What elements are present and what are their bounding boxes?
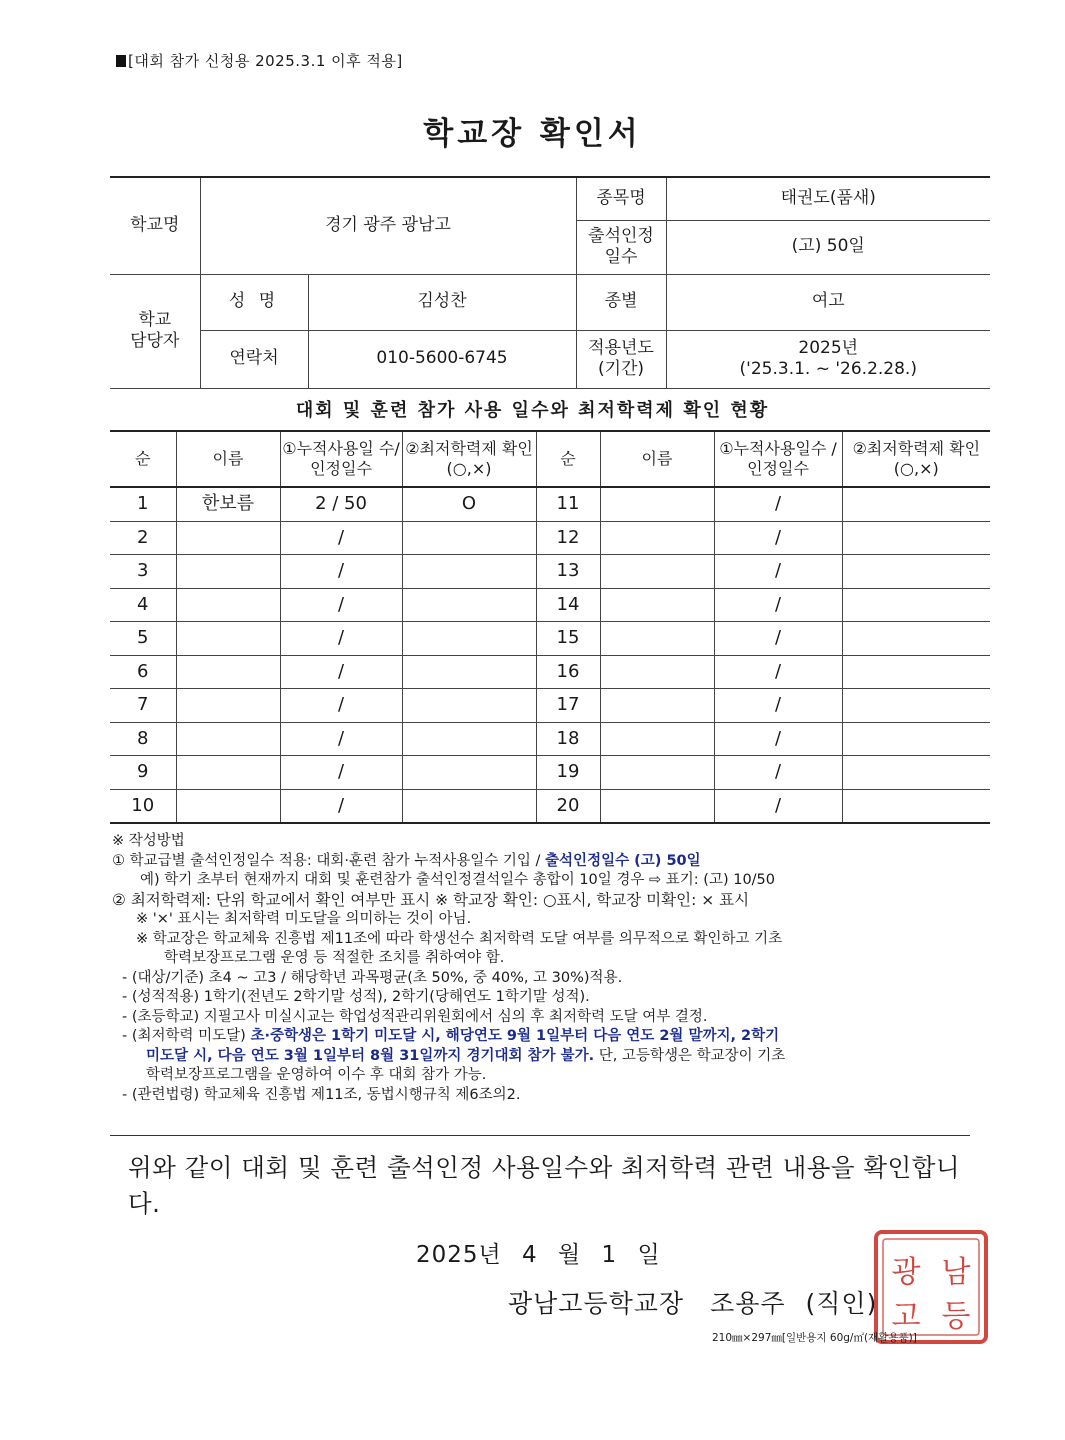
row-name	[176, 655, 280, 689]
row-days: /	[280, 521, 402, 555]
detail-4-cont: 미도달 시, 다음 연도 3월 1일부터 8월 31일까지 경기대회 참가 불가. 단, 고등학생은 학교장이 기초	[146, 1047, 786, 1064]
row-days: /	[280, 789, 402, 823]
note-2-b1: ※ 학교장은 학교체육 진흥법 제11조에 따라 학생선수 최저학력 도달 여부를 의무적으로 확인하고 기초	[136, 930, 783, 947]
table-row	[110, 521, 990, 555]
row-check-2	[842, 622, 990, 656]
school-label: 학교명	[110, 177, 200, 274]
row-days: /	[280, 588, 402, 622]
header-seq-2: 순	[536, 431, 600, 487]
row-days: /	[280, 555, 402, 589]
table-row	[110, 789, 990, 823]
row-days-2: /	[714, 622, 842, 656]
row-days: 2 / 50	[280, 487, 402, 521]
row-name-2	[600, 655, 714, 689]
row-days-2: /	[714, 655, 842, 689]
row-check-2	[842, 521, 990, 555]
table-row	[110, 689, 990, 723]
header-name: 이름	[176, 431, 280, 487]
table-row	[110, 622, 990, 656]
paper-spec-footer: 210㎜×297㎜[일반용지 60g/㎡(재활용품)]	[712, 1332, 917, 1344]
row-name	[176, 588, 280, 622]
row-name-2	[600, 756, 714, 790]
row-days-2: /	[714, 756, 842, 790]
row-seq-2: 17	[536, 689, 600, 723]
svg-text:고: 고	[891, 1299, 921, 1334]
row-seq-2: 19	[536, 756, 600, 790]
table-body	[110, 487, 990, 823]
header-check: ②최저학력제 확인(○,×)	[402, 431, 536, 487]
row-name-2	[600, 622, 714, 656]
contact-label: 연락처	[200, 330, 308, 388]
detail-2: - (성적적용) 1학기(전년도 2학기말 성적), 2학기(당해연도 1학기말 성적).	[122, 989, 590, 1005]
row-name	[176, 622, 280, 656]
document-title: 학교장 확인서	[423, 116, 642, 152]
row-seq: 1	[110, 487, 176, 521]
attend-label: 출석인정 일수	[576, 220, 666, 274]
row-seq-2: 13	[536, 555, 600, 589]
issue-date: 2025년 4 월 1 일	[416, 1242, 661, 1268]
svg-text:광: 광	[891, 1255, 921, 1290]
row-name	[176, 756, 280, 790]
row-check-2	[842, 789, 990, 823]
attend-value: (고) 50일	[666, 220, 990, 274]
row-name	[176, 521, 280, 555]
participation-table	[110, 430, 990, 824]
row-seq: 3	[110, 555, 176, 589]
row-seq: 5	[110, 622, 176, 656]
year-period: ('25.3.1. ~ '26.2.28.)	[739, 359, 917, 379]
name-label: 성 명	[200, 274, 308, 330]
row-days: /	[280, 689, 402, 723]
row-name-2	[600, 789, 714, 823]
year-value	[666, 330, 990, 388]
row-seq: 10	[110, 789, 176, 823]
row-check	[402, 555, 536, 589]
row-check-2	[842, 655, 990, 689]
name-value: 김성찬	[308, 274, 576, 330]
gender-value: 여고	[666, 274, 990, 330]
row-name-2	[600, 487, 714, 521]
note-2-a: ※ '×' 표시는 최저학력 미도달을 의미하는 것이 아님.	[136, 911, 472, 927]
row-check	[402, 622, 536, 656]
row-name-2	[600, 555, 714, 589]
row-check	[402, 655, 536, 689]
event-label: 종목명	[576, 177, 666, 220]
principal-signature-line	[508, 1284, 877, 1320]
header-check-2: ②최저학력제 확인(○,×)	[842, 431, 990, 487]
row-days-2: /	[714, 588, 842, 622]
table-row	[110, 588, 990, 622]
row-name	[176, 789, 280, 823]
row-days: /	[280, 622, 402, 656]
table-row	[110, 722, 990, 756]
header-name-2: 이름	[600, 431, 714, 487]
row-check-2	[842, 555, 990, 589]
detail-3: - (초등학교) 지필고사 미실시교는 학업성적관리위원회에서 심의 후 최저학력 도달 여부 결정.	[122, 1008, 708, 1025]
principal-title: 광남고등학교장	[508, 1289, 685, 1318]
table-row	[110, 756, 990, 790]
note-1: ① 학교급별 출석인정일수 적용: 대회·훈련 참가 누적사용일수 기입 / 출석인정일수 (고) 50일	[112, 852, 701, 869]
divider	[110, 1135, 970, 1136]
contact-value: 010-5600-6745	[308, 330, 576, 388]
note-2: ② 최저학력제: 단위 학교에서 확인 여부만 표시 ※ 학교장 확인: ○표시, 학교장 미확인: × 표시	[112, 890, 750, 909]
row-seq-2: 12	[536, 521, 600, 555]
header-days: ①누적사용일 수/인정일수	[280, 431, 402, 487]
row-check	[402, 689, 536, 723]
row-check-2	[842, 487, 990, 521]
row-check: O	[402, 487, 536, 521]
confirmation-statement: 위와 같이 대회 및 훈련 출석인정 사용일수와 최저학력 관련 내용을 확인합니다.	[128, 1153, 961, 1218]
svg-text:등: 등	[941, 1299, 971, 1334]
row-seq-2: 11	[536, 487, 600, 521]
notes-heading: ※ 작성방법	[112, 833, 185, 849]
row-name	[176, 555, 280, 589]
official-seal-icon	[872, 1228, 990, 1346]
row-seq: 8	[110, 722, 176, 756]
row-days-2: /	[714, 521, 842, 555]
info-table	[110, 176, 990, 389]
event-value: 태권도(품새)	[666, 177, 990, 220]
header-days-2: ①누적사용일수 /인정일수	[714, 431, 842, 487]
row-check	[402, 521, 536, 555]
row-name: 한보름	[176, 487, 280, 521]
note-1-emphasis: 출석인정일수 (고) 50일	[545, 852, 701, 869]
row-days: /	[280, 722, 402, 756]
row-seq-2: 20	[536, 789, 600, 823]
table-row	[110, 487, 990, 521]
manager-label: 학교 담당자	[110, 274, 200, 388]
row-name-2	[600, 521, 714, 555]
detail-4-end: 학력보장프로그램을 운영하여 이수 후 대회 참가 가능.	[146, 1067, 487, 1083]
row-seq: 4	[110, 588, 176, 622]
row-check-2	[842, 588, 990, 622]
year-text: 2025년	[798, 337, 859, 358]
detail-1: - (대상/기준) 초4 ~ 고3 / 해당학년 과목평균(초 50%, 중 40%, 고 30%)적용.	[122, 969, 623, 986]
row-days-2: /	[714, 487, 842, 521]
gender-label: 종별	[576, 274, 666, 330]
row-name-2	[600, 722, 714, 756]
header-seq: 순	[110, 431, 176, 487]
row-seq-2: 15	[536, 622, 600, 656]
row-name-2	[600, 588, 714, 622]
year-label: 적용년도 (기간)	[576, 330, 666, 388]
row-check	[402, 789, 536, 823]
row-days-2: /	[714, 789, 842, 823]
row-days: /	[280, 655, 402, 689]
row-days-2: /	[714, 689, 842, 723]
note-1-example: 예) 학기 초부터 현재까지 대회 및 훈련참가 출석인정결석일수 총합이 10일 경우 ⇨ 표기: (고) 10/50	[140, 872, 776, 888]
table-row	[110, 555, 990, 589]
row-days-2: /	[714, 722, 842, 756]
principal-name: 조용주	[710, 1289, 786, 1318]
row-check	[402, 722, 536, 756]
row-name	[176, 722, 280, 756]
writing-instructions	[112, 832, 992, 1105]
top-note: [대회 참가 신청용 2025.3.1 이후 적용]	[116, 50, 403, 71]
row-seq: 6	[110, 655, 176, 689]
square-bullet-icon	[116, 55, 126, 67]
note-2-b2: 학력보장프로그램 운영 등 적절한 조치를 취하여야 함.	[164, 950, 505, 966]
table-row	[110, 655, 990, 689]
detail-4: - (최저학력 미도달) 초·중학생은 1학기 미도달 시, 해당연도 9월 1일부터 다음 연도 2월 말까지, 2학기	[122, 1028, 780, 1044]
table-subheading: 대회 및 훈련 참가 사용 일수와 최저학력제 확인 현황	[295, 400, 770, 421]
row-seq-2: 14	[536, 588, 600, 622]
seal-label: (직인)	[805, 1289, 878, 1318]
row-check-2	[842, 756, 990, 790]
row-check	[402, 588, 536, 622]
row-name	[176, 689, 280, 723]
row-check-2	[842, 722, 990, 756]
row-check	[402, 756, 536, 790]
row-days: /	[280, 756, 402, 790]
row-seq-2: 16	[536, 655, 600, 689]
svg-text:남: 남	[941, 1255, 971, 1290]
row-seq: 9	[110, 756, 176, 790]
row-seq-2: 18	[536, 722, 600, 756]
detail-5: - (관련법령) 학교체육 진흥법 제11조, 동법시행규칙 제6조의2.	[122, 1086, 521, 1103]
row-seq: 2	[110, 521, 176, 555]
row-days-2: /	[714, 555, 842, 589]
row-check-2	[842, 689, 990, 723]
school-value: 경기 광주 광남고	[200, 177, 576, 274]
row-seq: 7	[110, 689, 176, 723]
row-name-2	[600, 689, 714, 723]
